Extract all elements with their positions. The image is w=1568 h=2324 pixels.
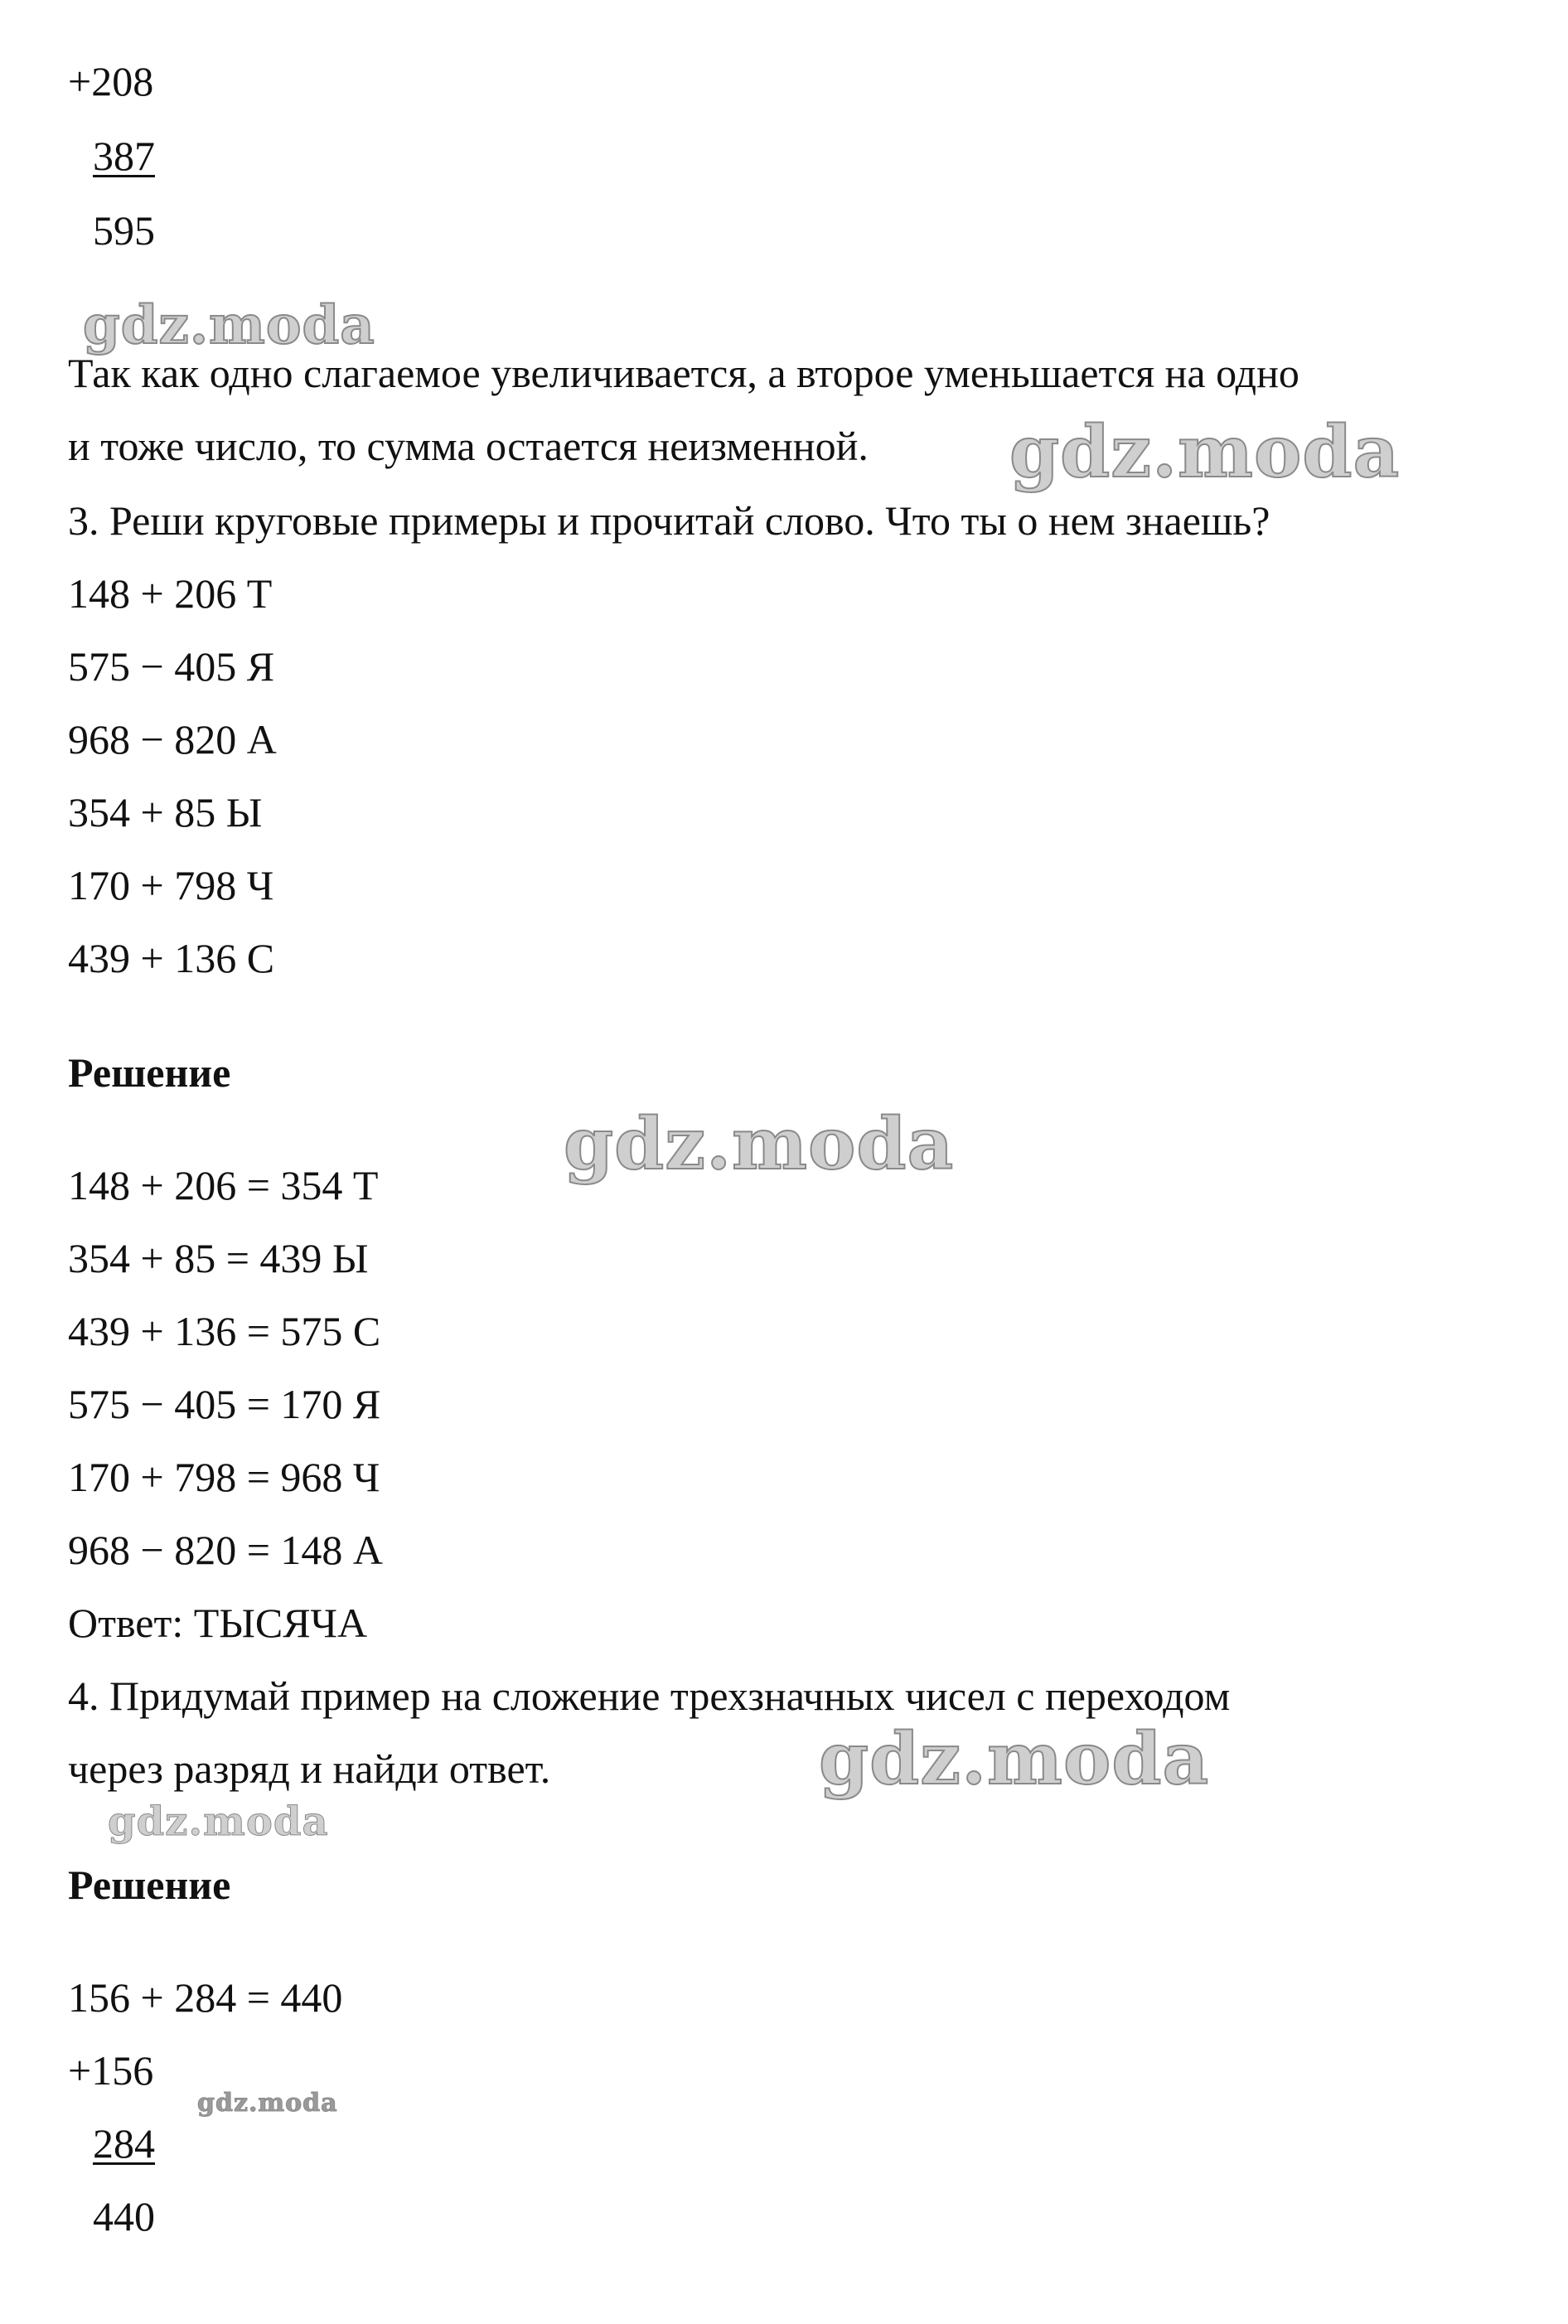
explanation-line-1: Так как одно слагаемое увеличивается, а второе уменьшается на одно <box>68 350 1299 396</box>
task3-example: 354 + 85 Ы <box>68 789 263 835</box>
task3-example: 439 + 136 С <box>68 935 275 981</box>
watermark: gdz.moda <box>564 1102 955 1186</box>
task4-column-addend-1: +156 <box>68 2047 154 2094</box>
watermark: gdz.moda <box>108 1799 329 1845</box>
task3-solution: 968 − 820 = 148 А <box>68 1527 384 1573</box>
task4-column-addend-2: 284 <box>93 2120 155 2167</box>
column-addend-2: 387 <box>93 133 155 179</box>
task3-example: 148 + 206 Т <box>68 570 273 617</box>
task3-solution: 354 + 85 = 439 Ы <box>68 1235 369 1281</box>
watermark: gdz.moda <box>819 1717 1210 1801</box>
task4-solution-heading: Решение <box>68 1862 231 1908</box>
task4-title-line-2: через разряд и найди ответ. <box>68 1745 551 1792</box>
task3-solution-heading: Решение <box>68 1049 231 1096</box>
task4-column-sum: 440 <box>93 2193 155 2239</box>
task4-title-line-1: 4. Придумай пример на сложение трехзначных чисел с переходом <box>68 1673 1231 1719</box>
explanation-line-2: и тоже число, то сумма остается неизменной. <box>68 423 869 469</box>
task3-example: 968 − 820 А <box>68 716 277 763</box>
task4-equation: 156 + 284 = 440 <box>68 1974 343 2021</box>
task3-answer: Ответ: ТЫСЯЧА <box>68 1600 368 1646</box>
task3-solution: 148 + 206 = 354 Т <box>68 1162 379 1208</box>
column-addend-1: +208 <box>68 58 154 104</box>
task3-example: 170 + 798 Ч <box>68 862 274 908</box>
task3-solution: 575 − 405 = 170 Я <box>68 1381 381 1427</box>
column-sum: 595 <box>93 207 155 254</box>
task3-title: 3. Реши круговые примеры и прочитай слово. Что ты о нем знаешь? <box>68 497 1270 544</box>
task3-example: 575 − 405 Я <box>68 643 275 690</box>
watermark: gdz.moda <box>1009 410 1401 494</box>
watermark: gdz.moda <box>197 2089 338 2118</box>
task3-solution: 439 + 136 = 575 С <box>68 1308 381 1354</box>
task3-solution: 170 + 798 = 968 Ч <box>68 1454 380 1500</box>
watermark: gdz.moda <box>83 294 375 356</box>
